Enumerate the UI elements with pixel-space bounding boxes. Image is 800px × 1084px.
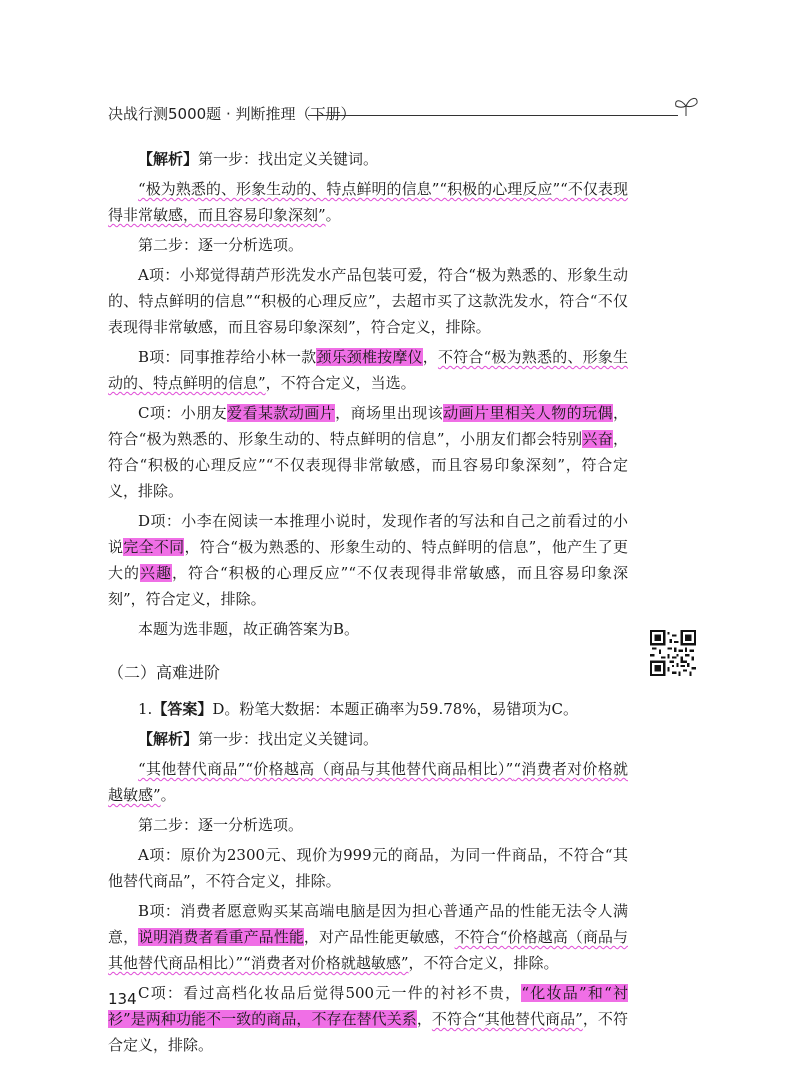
q1-keywords-paragraph: “其他替代商品”“价格越高（商品与其他替代商品相比）”“消费者对价格就越敏感”。 [108, 760, 628, 804]
option-d-analysis: D项：小李在阅读一本推理小说时，发现作者的写法和自己之前看过的小说完全不同，符合“极为熟悉的、形象生动的、特点鲜明的信息”，他产生了更大的兴趣，符合“积极的心理反应”“不仅表现得非常敏感，而且容易印象深刻”，符合定义，排除。 [108, 512, 628, 608]
highlight: “化妆品”和“衬衫”是两种功能不一致的商品，不存在替代关系 [108, 984, 628, 1028]
running-header [108, 104, 688, 124]
highlight: 动画片里相关人物的玩偶 [443, 404, 613, 422]
question-1-answer: 1.【答案】D。粉笔大数据：本题正确率为59.78%，易错项为C。 [138, 700, 579, 718]
highlight: 兴趣 [140, 564, 172, 582]
highlight: 说明消费者看重产品性能 [138, 928, 304, 946]
keyword: “其他替代商品” [138, 760, 246, 778]
q1-option-a: A项：原价为2300元、现价为999元的商品，为同一件商品，不符合“其他替代商品”，不符合定义，排除。 [108, 846, 628, 890]
analysis-step2: 第二步：逐一分析选项。 [138, 236, 304, 254]
sprout-icon [672, 94, 700, 116]
analysis-label: 【解析】 [138, 150, 199, 168]
keyword: “价格越高（商品与其他替代商品相比）” [245, 760, 514, 778]
keyword: “不仅表现得非常敏感，而且容易印象深刻” [108, 180, 628, 224]
option-c-analysis: C项：小朋友爱看某款动画片，商场里出现该动画片里相关人物的玩偶，符合“极为熟悉的、形象生动的、特点鲜明的信息”，小朋友们都会特别兴奋，符合“积极的心理反应”“不仅表现得非常敏感，而且容易印象深刻”，符合定义，排除。 [108, 404, 628, 500]
conclusion: 本题为选非题，故正确答案为B。 [138, 620, 360, 638]
option-a-analysis: A项：小郑觉得葫芦形洗发水产品包装可爱，符合“极为熟悉的、形象生动的、特点鲜明的信息”“积极的心理反应”，去超市买了这款洗发水，符合“不仅表现得非常敏感，而且容易印象深刻”，符合定义，排除。 [108, 266, 628, 336]
highlight: 完全不同 [123, 538, 185, 556]
page-number: 134 [108, 990, 137, 1008]
q1-option-b: B项：消费者愿意购买某高端电脑是因为担心普通产品的性能无法令人满意，说明消费者看重产品性能，对产品性能更敏感，不符合“价格越高（商品与其他替代商品相比）”“消费者对价格就越敏感”，不符合定义，排除。 [108, 902, 628, 972]
analysis-label: 【解析】 [138, 730, 199, 748]
keywords-paragraph: “极为熟悉的、形象生动的、特点鲜明的信息”“积极的心理反应”“不仅表现得非常敏感，而且容易印象深刻”。 [108, 180, 628, 224]
highlight: 颈乐颈椎按摩仪 [316, 348, 423, 366]
q1-option-c: C项：看过高档化妆品后觉得500元一件的衬衫不贵，“化妆品”和“衬衫”是两种功能不一致的商品，不存在替代关系，不符合“其他替代商品”，不符合定义，排除。 [108, 984, 628, 1054]
qr-code-icon[interactable] [650, 630, 696, 676]
book-title: 决战行测5000题 · 判断推理（下册） [108, 105, 356, 123]
option-b-analysis: B项：同事推荐给小林一款颈乐颈椎按摩仪，不符合“极为熟悉的、形象生动的、特点鲜明的信息”，不符合定义，当选。 [108, 348, 628, 392]
analysis-step1: 【解析】第一步：找出定义关键词。 [138, 150, 379, 168]
section-title: （二）高难进阶 [108, 663, 221, 682]
highlight: 兴奋 [582, 430, 613, 448]
answer-label: 【答案】 [152, 700, 213, 718]
wavy-underline: 不符合“极为熟悉的、形象生动的、特点鲜明的信息” [108, 348, 628, 392]
q1-analysis-step1: 【解析】第一步：找出定义关键词。 [138, 730, 379, 748]
wavy-underline: 不符合“价格越高（商品与其他替代商品相比）”“消费者对价格就越敏感” [108, 928, 628, 972]
page-body [108, 146, 628, 1062]
q1-analysis-step2: 第二步：逐一分析选项。 [138, 816, 304, 834]
wavy-underline: 不符合“其他替代商品” [431, 1010, 583, 1028]
keyword: “极为熟悉的、形象生动的、特点鲜明的信息” [138, 180, 440, 198]
header-rule [308, 115, 678, 116]
keyword: “消费者对价格就越敏感” [108, 760, 628, 804]
highlight: 爱看某款动画片 [227, 404, 336, 422]
keyword: “积极的心理反应” [439, 180, 561, 198]
